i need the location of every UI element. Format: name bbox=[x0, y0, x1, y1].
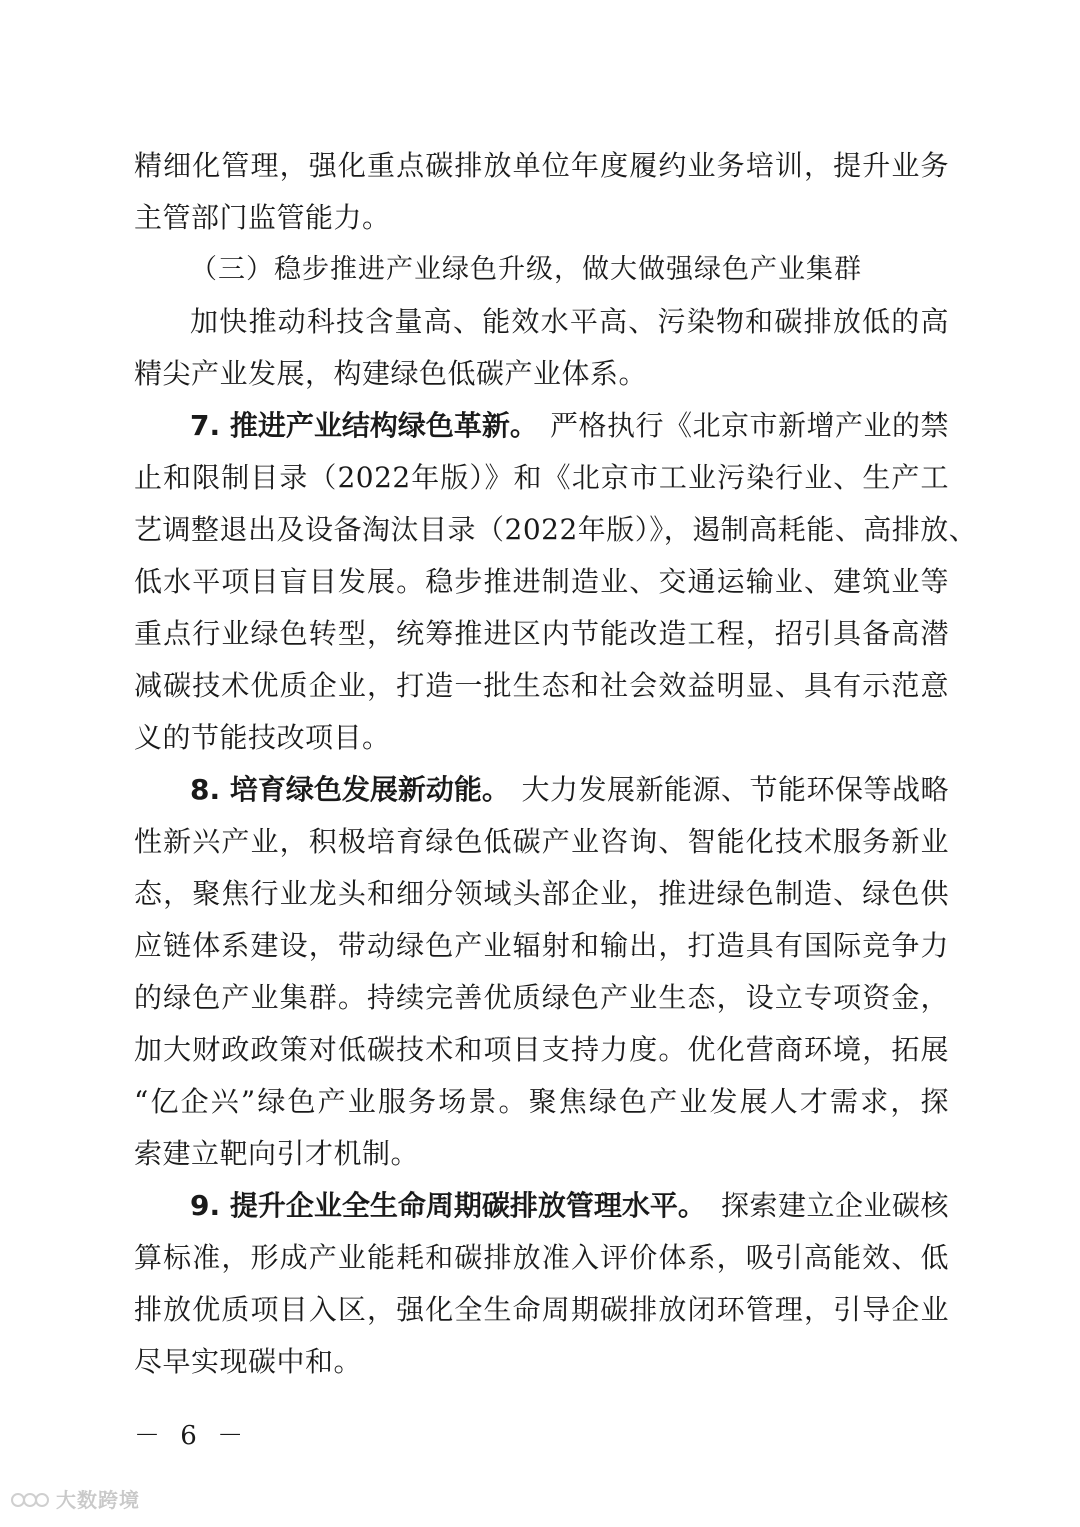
watermark bbox=[10, 1484, 140, 1513]
body-line: 重点行业绿色转型，统筹推进区内节能改造工程，招引具备高潜 bbox=[134, 617, 949, 650]
body-line: 止和限制目录（2022年版）》和《北京市工业污染行业、生产工 bbox=[134, 461, 949, 494]
body-line: 加大财政政策对低碳技术和项目支持力度。优化营商环境，拓展 bbox=[134, 1033, 949, 1066]
body-line: 义的节能技改项目。 bbox=[134, 721, 391, 754]
body-line: 应链体系建设，带动绿色产业辐射和输出，打造具有国际竞争力 bbox=[134, 929, 949, 962]
body-line: 主管部门监管能力。 bbox=[134, 201, 391, 234]
body-line: 探索建立企业碳核 bbox=[720, 1189, 949, 1222]
body-line: 算标准，形成产业能耗和碳排放准入评价体系，吸引高能效、低 bbox=[134, 1241, 949, 1274]
body-line: 加快推动科技含量高、能效水平高、污染物和碳排放低的高 bbox=[190, 305, 949, 338]
section-heading: （三）稳步推进产业绿色升级，做大做强绿色产业集群 bbox=[190, 254, 862, 285]
document-body bbox=[134, 140, 978, 1388]
body-line: 低水平项目盲目发展。稳步推进制造业、交通运输业、建筑业等 bbox=[134, 565, 949, 598]
body-line: 减碳技术优质企业，打造一批生态和社会效益明显、具有示范意 bbox=[134, 669, 949, 702]
body-line: 态，聚焦行业龙头和细分领域头部企业，推进绿色制造、绿色供 bbox=[134, 877, 949, 910]
body-line: 精细化管理，强化重点碳排放单位年度履约业务培训，提升业务 bbox=[134, 149, 949, 182]
body-line: 的绿色产业集群。持续完善优质绿色产业生态，设立专项资金， bbox=[134, 981, 949, 1014]
item-heading: 8. 培育绿色发展新动能。 bbox=[190, 773, 510, 806]
page-number: － 6 － bbox=[134, 1421, 250, 1451]
body-line: 尽早实现碳中和。 bbox=[134, 1345, 363, 1378]
body-line: 排放优质项目入区，强化全生命周期碳排放闭环管理，引导企业 bbox=[134, 1293, 949, 1326]
body-line: 严格执行《北京市新增产业的禁 bbox=[549, 409, 949, 442]
body-line: 精尖产业发展，构建绿色低碳产业体系。 bbox=[134, 357, 648, 390]
watermark-text: 大数跨境 bbox=[56, 1488, 140, 1512]
item-heading: 9. 提升企业全生命周期碳排放管理水平。 bbox=[190, 1189, 706, 1222]
body-line: 性新兴产业，积极培育绿色低碳产业咨询、智能化技术服务新业 bbox=[134, 825, 949, 858]
watermark-logo-icon bbox=[10, 1488, 50, 1510]
item-heading: 7. 推进产业结构绿色革新。 bbox=[190, 409, 538, 442]
body-line: 大力发展新能源、节能环保等战略 bbox=[521, 773, 949, 806]
body-line: 艺调整退出及设备淘汰目录（2022年版）》，遏制高耗能、高排放、 bbox=[134, 513, 978, 546]
body-line: “亿企兴”绿色产业服务场景。聚焦绿色产业发展人才需求，探 bbox=[134, 1085, 949, 1118]
body-line: 索建立靶向引才机制。 bbox=[134, 1137, 420, 1170]
